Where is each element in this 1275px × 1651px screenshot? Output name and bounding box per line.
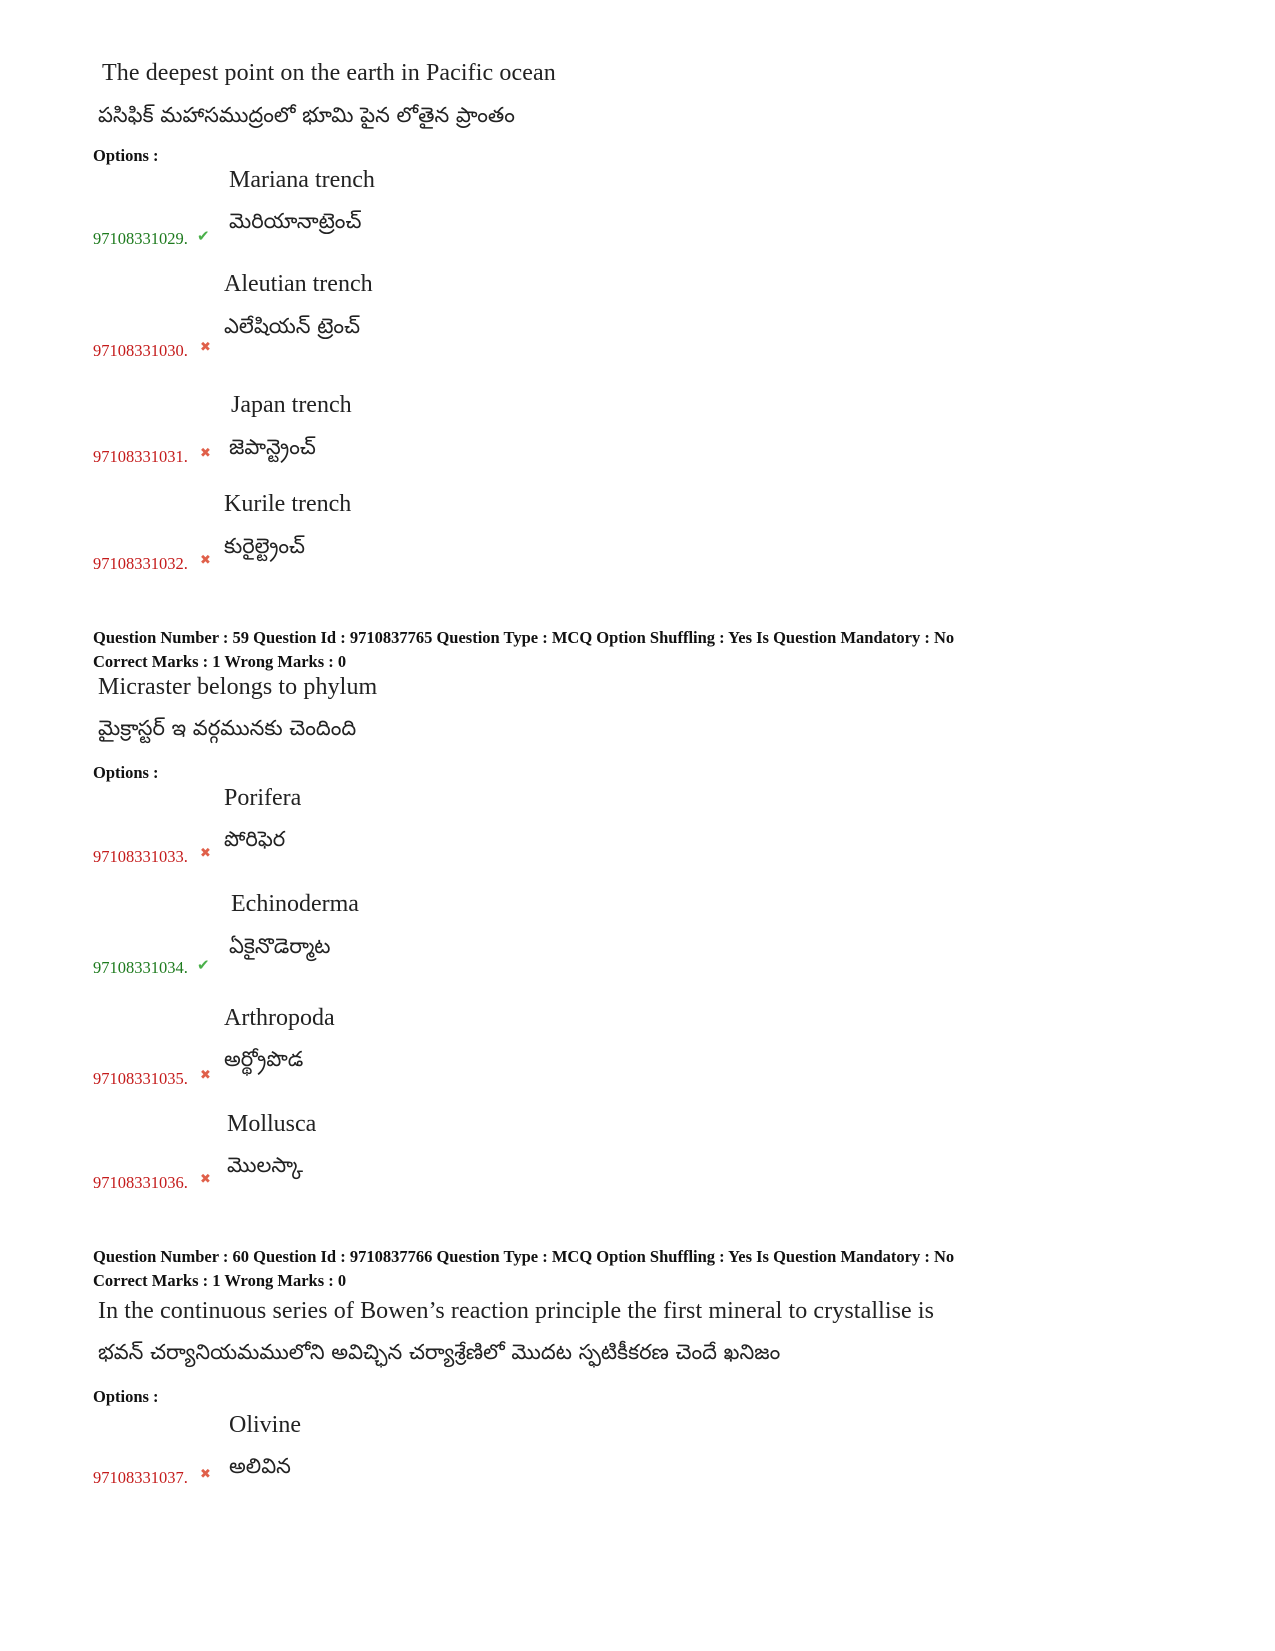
- question-text-en: The deepest point on the earth in Pacific ocean: [102, 60, 556, 86]
- cross-icon: ✖: [200, 340, 211, 355]
- cross-icon: ✖: [200, 446, 211, 461]
- option-id: 97108331030.: [93, 341, 188, 360]
- option-text-en: Porifera: [224, 785, 302, 811]
- option-text-te: అలివిన: [229, 1454, 291, 1478]
- question-meta-line: Question Number : 60 Question Id : 9710837766 Question Type : MCQ Option Shuffling : Yes Is Question Mandatory : No: [93, 1247, 955, 1266]
- option-text-te: కురైల్ట్రెంచ్: [224, 534, 305, 558]
- options-label: Options :: [93, 763, 159, 782]
- option-text-te: ఏకైనొడెర్మాట: [229, 934, 331, 958]
- option-text-te: ఎలేషియన్ ట్రెంచ్: [224, 314, 361, 338]
- question-text-te: భవన్ చర్యానియమములోని అవిచ్ఛిన చర్యాశ్రేణిలో మొదట స్ఫటికీకరణ చెందే ఖనిజం: [98, 1340, 781, 1364]
- option-text-en: Kurile trench: [224, 491, 352, 517]
- option-text-te: పోరిఫెర: [224, 827, 286, 851]
- cross-icon: ✖: [200, 846, 211, 861]
- options-label: Options :: [93, 1387, 159, 1406]
- option-id: 97108331036.: [93, 1173, 188, 1192]
- option-id: 97108331035.: [93, 1069, 188, 1088]
- option-id: 97108331034.: [93, 958, 188, 977]
- check-icon: ✔: [197, 227, 210, 245]
- option-text-te: అర్థ్రోపొడ: [224, 1047, 304, 1071]
- question-text-en: Micraster belongs to phylum: [98, 674, 378, 700]
- option-id: 97108331029.: [93, 229, 188, 248]
- option-id: 97108331037.: [93, 1468, 188, 1487]
- question-text-te: పసిఫిక్ మహాసముద్రంలో భూమి పైన లోతైన ప్రాంతం: [98, 103, 515, 127]
- cross-icon: ✖: [200, 553, 211, 568]
- option-text-en: Echinoderma: [231, 891, 359, 917]
- cross-icon: ✖: [200, 1068, 211, 1083]
- option-id: 97108331032.: [93, 554, 188, 573]
- option-text-te: మెరియానాట్రెంచ్: [229, 209, 362, 233]
- options-label: Options :: [93, 146, 159, 165]
- option-text-en: Arthropoda: [224, 1005, 335, 1031]
- option-text-te: జెపాన్ట్రెంచ్: [229, 435, 316, 459]
- cross-icon: ✖: [200, 1172, 211, 1187]
- option-id: 97108331031.: [93, 447, 188, 466]
- option-text-en: Mariana trench: [229, 167, 375, 193]
- option-text-en: Olivine: [229, 1412, 301, 1438]
- option-text-en: Japan trench: [231, 392, 352, 418]
- question-meta-line: Question Number : 59 Question Id : 9710837765 Question Type : MCQ Option Shuffling : Yes Is Question Mandatory : No: [93, 628, 955, 647]
- question-text-en: In the continuous series of Bowen’s reaction principle the first mineral to crystallise is: [98, 1298, 935, 1324]
- question-marks-line: Correct Marks : 1 Wrong Marks : 0: [93, 652, 347, 671]
- question-text-te: మైక్రాస్టర్ ఇ వర్గమునకు చెందింది: [98, 716, 357, 740]
- option-text-en: Mollusca: [227, 1111, 317, 1137]
- option-id: 97108331033.: [93, 847, 188, 866]
- cross-icon: ✖: [200, 1467, 211, 1482]
- option-text-te: మొలస్కా: [227, 1153, 304, 1177]
- question-marks-line: Correct Marks : 1 Wrong Marks : 0: [93, 1271, 347, 1290]
- option-text-en: Aleutian trench: [224, 271, 373, 297]
- check-icon: ✔: [197, 956, 210, 974]
